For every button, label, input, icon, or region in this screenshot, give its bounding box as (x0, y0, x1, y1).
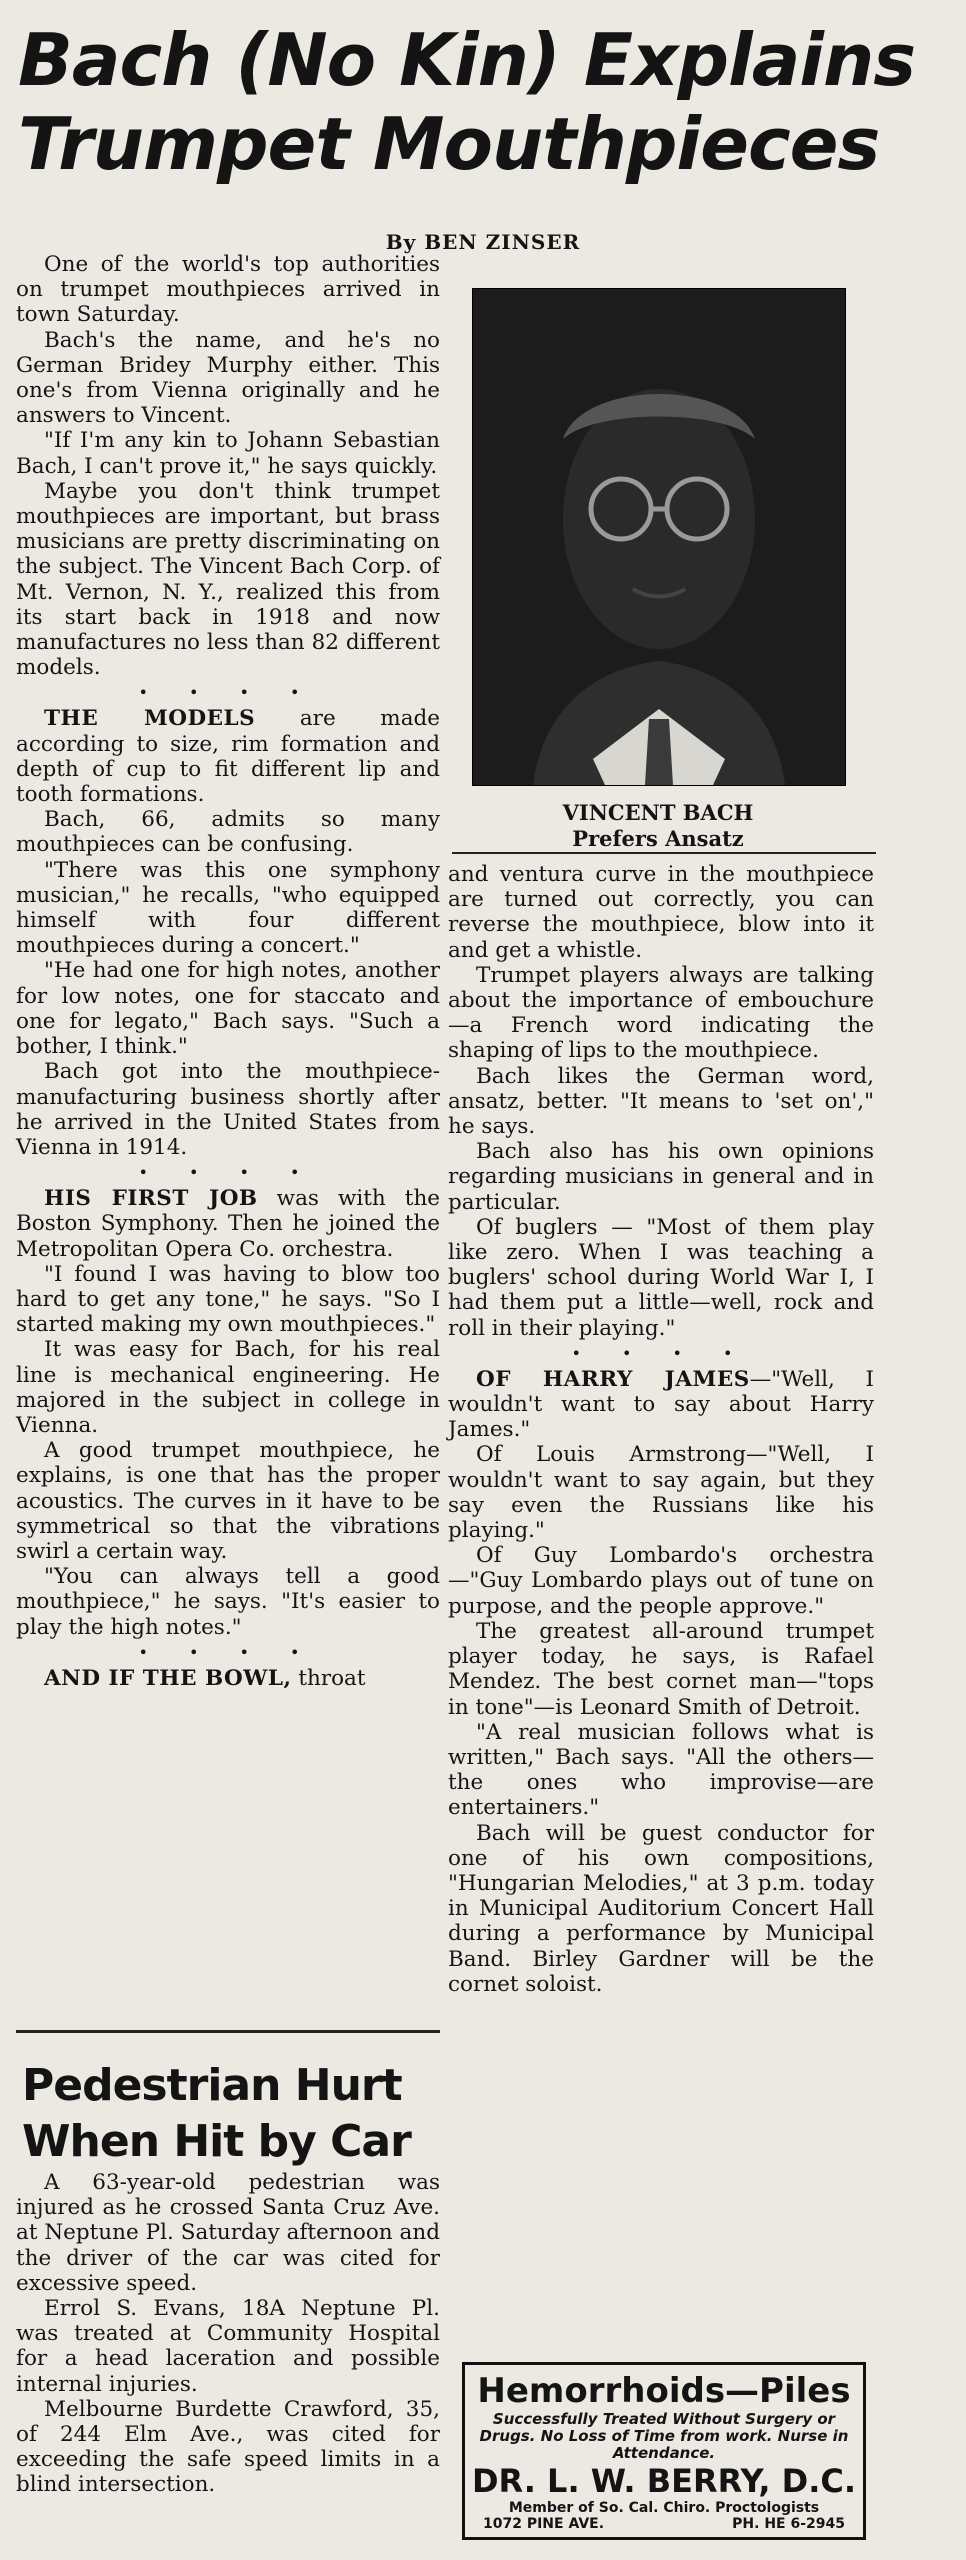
byline: By BEN ZINSER (385, 230, 581, 254)
paragraph: Of Guy Lombardo's orchestra —"Guy Lombardo plays out of tune on purpose, and the people approve." (448, 1543, 874, 1619)
paragraph: One of the world's top authorities on trumpet mouthpieces arrived in town Saturday. (16, 252, 440, 328)
pedestrian-paragraph: Errol S. Evans, 18A Neptune Pl. was treated at Community Hospital for a head laceration and possible internal injuries. (16, 2296, 440, 2397)
paragraph: Of Louis Armstrong—"Well, I wouldn't want to say again, but they say even the Russians like his playing." (448, 1442, 874, 1544)
ad-member: Member of So. Cal. Chiro. Proctologists (508, 2500, 820, 2516)
paragraph: "He had one for high notes, another for low notes, one for staccato and one for legato," Bach says. "Such a bother, I think." (16, 958, 440, 1060)
section-break-dots: • • • • (571, 1343, 751, 1363)
story-divider (16, 2030, 440, 2033)
article-left-column (16, 252, 440, 1691)
headline-line-2: Trumpet Mouthpieces (18, 102, 880, 186)
ad-body: Successfully Treated Without Surgery or Drugs. No Loss of Time from work. Nurse in Attendance. (479, 2410, 849, 2462)
paragraph: "There was this one symphony musician," he recalls, "who equipped himself with four different mouthpieces during a concert." (16, 857, 440, 959)
paragraph: "I found I was having to blow too hard to get any tone," he says. "So I started making my own mouthpieces." (16, 1261, 440, 1338)
paragraph: Of buglers — "Most of them play like zero. When I was teaching a buglers' school during World War I, I had them put a little—well, rock and roll in their playing." (448, 1214, 874, 1341)
paragraph: "You can always tell a good mouthpiece," he says. "It's easier to play the high notes." (16, 1564, 440, 1640)
caption-name: VINCENT BACH (562, 800, 754, 825)
paragraph-text: —"Well, I wouldn't want to say about Harry James." (448, 1366, 874, 1443)
subhead-lead: OF HARRY JAMES (476, 1366, 750, 1392)
paragraph-text: are made according to size, rim formation and depth of cup to fit different lip and tooth formations. (16, 706, 440, 808)
paragraph: The greatest all-around trumpet player today, he says, is Rafael Mendez. The best cornet man—"tops in tone"—is Leonard Smith of Detroit. (448, 1618, 874, 1720)
paragraph-text: throat (291, 1665, 366, 1691)
paragraph: and ventura curve in the mouthpiece are turned out correctly, you can reverse the mouthpiece, blow into it and get a whistle. (448, 862, 874, 963)
subhead-lead: AND IF THE BOWL, (44, 1665, 292, 1691)
pedestrian-paragraph: A 63-year-old pedestrian was injured as he crossed Santa Cruz Ave. at Neptune Pl. Saturday afternoon and the driver of the car was cited for excessive speed. (16, 2170, 440, 2296)
subhead-paragraph (448, 1367, 874, 1443)
ad-phone: PH. HE 6-2945 (732, 2516, 845, 2532)
ad-title: Hemorrhoids—Piles (477, 2371, 851, 2411)
paragraph: "If I'm any kin to Johann Sebastian Bach, I can't prove it," he says quickly. (16, 428, 440, 479)
ad-doctor-name: DR. L. W. BERRY, D.C. (471, 2462, 857, 2500)
section-break-dots: • • • • (138, 1642, 318, 1662)
photo-caption (462, 800, 854, 852)
paragraph: Bach got into the mouthpiece-manufacturing business shortly after he arrived in the United States from Vienna in 1914. (16, 1059, 440, 1160)
portrait-photo (472, 288, 846, 786)
pedestrian-headline-line-1: Pedestrian Hurt (22, 2060, 402, 2111)
section-break-dots: • • • • (138, 1163, 318, 1183)
subhead-paragraph (16, 1186, 440, 1262)
pedestrian-headline-line-2: When Hit by Car (22, 2116, 411, 2167)
paragraph: "A real musician follows what is written," Bach says. "All the others—the ones who improvise—are entertainers." (448, 1719, 874, 1821)
article-headline (18, 18, 918, 186)
paragraph: A good trumpet mouthpiece, he explains, is one that has the proper acoustics. The curves in it have to be symmetrical so that the vibrations swirl a certain way. (16, 1438, 440, 1564)
subhead-lead: HIS FIRST JOB (44, 1186, 258, 1212)
advertisement (462, 2362, 866, 2540)
portrait-image (473, 289, 845, 785)
subhead-paragraph (16, 706, 440, 807)
section-break-dots: • • • • (138, 683, 318, 703)
subhead-lead: THE MODELS (44, 706, 256, 732)
pedestrian-headline (22, 2058, 442, 2170)
paragraph: Bach likes the German word, ansatz, better. "It means to 'set on'," he says. (448, 1063, 874, 1140)
paragraph: Bach also has his own opinions regarding musicians in general and in particular. (448, 1139, 874, 1215)
paragraph: It was easy for Bach, for his real line is mechanical engineering. He majored in the subject in college in Vienna. (16, 1337, 440, 1438)
paragraph-text: was with the Boston Symphony. Then he joined the Metropolitan Opera Co. orchestra. (16, 1186, 441, 1262)
caption-subtitle: Prefers Ansatz (572, 826, 744, 851)
pedestrian-paragraph: Melbourne Burdette Crawford, 35, of 244 Elm Ave., was cited for exceeding the safe speed limits in a blind intersection. (16, 2396, 440, 2498)
paragraph: Bach, 66, admits so many mouthpieces can be confusing. (16, 807, 440, 858)
headline-line-1: Bach (No Kin) Explains (18, 18, 916, 102)
ad-contact-row (465, 2516, 863, 2532)
paragraph: Bach's the name, and he's no German Bridey Murphy either. This one's from Vienna originally and he answers to Vincent. (16, 327, 440, 429)
column-rule (452, 852, 876, 854)
article-right-column (448, 862, 874, 1997)
paragraph: Bach will be guest conductor for one of his own compositions, "Hungarian Melodies," at 3 p.m. today in Municipal Auditorium Concert Hall during a performance by Municipal Band. Birley Gardner will be the cornet soloist. (448, 1820, 874, 1997)
paragraph: Maybe you don't think trumpet mouthpieces are important, but brass musicians are pretty discriminating on the subject. The Vincent Bach Corp. of Mt. Vernon, N. Y., realized this from its start back in 1918 and now manufactures no less than 82 different models. (16, 478, 440, 681)
subhead-paragraph (16, 1666, 440, 1691)
pedestrian-story (16, 2170, 440, 2498)
paragraph: Trumpet players always are talking about the importance of embouchure—a French word indicating the shaping of lips to the mouthpiece. (448, 962, 874, 1064)
ad-address: 1072 PINE AVE. (483, 2516, 605, 2532)
